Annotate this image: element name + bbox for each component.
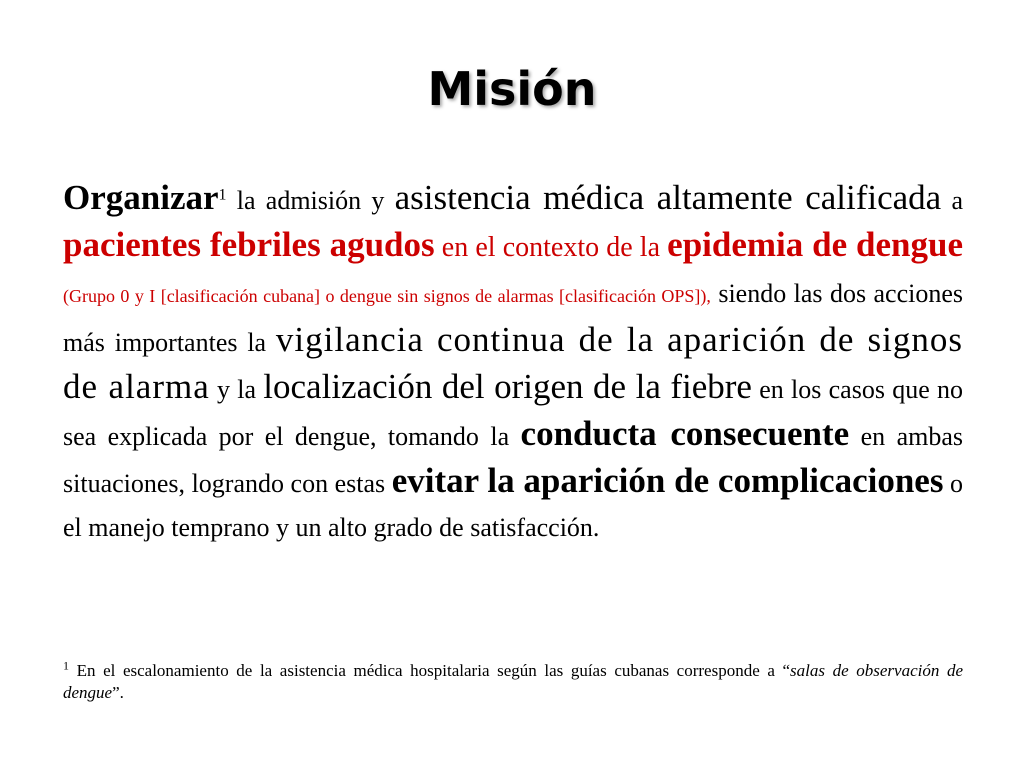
asistencia-phrase: asistencia médica altamente calificada <box>394 178 942 217</box>
footnote-italic: salas de observación de dengue <box>63 661 963 702</box>
classification-note: (Grupo 0 y I [clasificación cubana] o dengue sin signos de alarmas [clasificación OPS]), <box>63 286 711 306</box>
text-segment-7: en los casos que no sea explicada por el dengue, tomando la <box>63 375 964 451</box>
footnote-text: En el escalonamiento de la asistencia médica hospitalaria según las guías cubanas corresponde a “ <box>69 661 791 680</box>
mission-paragraph <box>63 176 963 550</box>
vigilancia-phrase: vigilancia continua de la aparición de signos de alarma <box>63 320 963 406</box>
text-segment-5: siendo las dos acciones más importantes la <box>63 279 963 357</box>
localizacion-phrase: localización del origen de la fiebre <box>263 367 752 406</box>
footnote-marker: 1 <box>63 658 69 673</box>
pacientes-phrase: pacientes febriles agudos <box>63 225 435 264</box>
text-segment-3: en el contexto de la <box>434 232 668 263</box>
text-segment-2: a <box>941 186 964 215</box>
evitar-phrase: evitar la aparición de complicaciones <box>391 461 944 500</box>
footnote-end: ”. <box>112 683 124 702</box>
text-segment-6: y la <box>209 375 264 404</box>
footnote-reference: 1 <box>218 186 227 204</box>
text-segment-9: o el manejo temprano y un alto grado de satisfacción. <box>63 469 964 542</box>
text-segment-1: la admisión y <box>226 186 395 215</box>
footnote <box>63 660 963 704</box>
text-segment-8: en ambas situaciones, logrando con estas <box>63 422 964 498</box>
conducta-phrase: conducta consecuente <box>520 414 850 453</box>
epidemia-phrase: epidemia de dengue <box>667 225 963 264</box>
slide-title: Misión <box>427 62 597 116</box>
organizar-word: Organizar <box>63 178 219 217</box>
